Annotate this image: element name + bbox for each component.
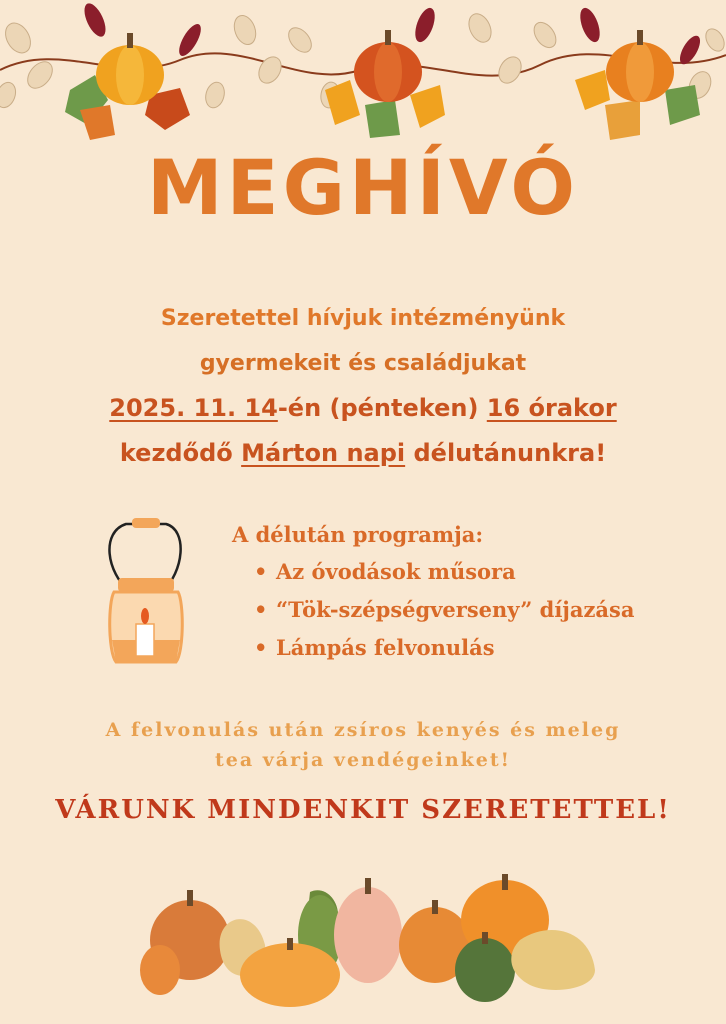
pumpkin-icon [575,30,700,140]
program-list [232,553,682,667]
intro-line-4 [40,431,686,476]
refreshments-note [0,715,726,775]
lantern-icon [96,512,196,674]
intro-line-1: Szeretettel hívjuk intézményünk [160,306,566,331]
autumn-garland-icon [0,0,726,150]
page-title: MEGHÍVÓ [147,143,579,232]
note-line-2: tea várja vendégeinket! [214,749,512,771]
program-item: • Lámpás felvonulás [276,629,682,667]
pumpkin-icon [65,33,190,140]
pumpkin-group-icon [140,860,610,1010]
invitation-text [40,296,686,476]
program-item: • “Tök-szépségverseny” díjazása [276,591,682,629]
program-heading: A délután programja: [232,522,484,547]
program-item: • Az óvodások műsora [276,553,682,591]
program-section [232,522,682,667]
line4-prefix: kezdődő [119,439,233,467]
intro-line-2: gyermekeit és családjukat [199,351,527,376]
event-name: Márton napi [241,439,406,467]
line4-suffix: délutánunkra! [413,439,607,467]
closing-text: VÁRUNK MINDENKIT SZERETETTEL! [55,795,671,825]
date-suffix: -én (pénteken) [277,394,479,422]
pumpkin-icon [325,30,445,138]
event-time: 16 órakor [486,394,617,422]
note-line-1: A felvonulás után zsíros kenyés és meleg [105,719,621,741]
intro-line-3 [40,386,686,431]
event-date: 2025. 11. 14 [109,394,278,422]
